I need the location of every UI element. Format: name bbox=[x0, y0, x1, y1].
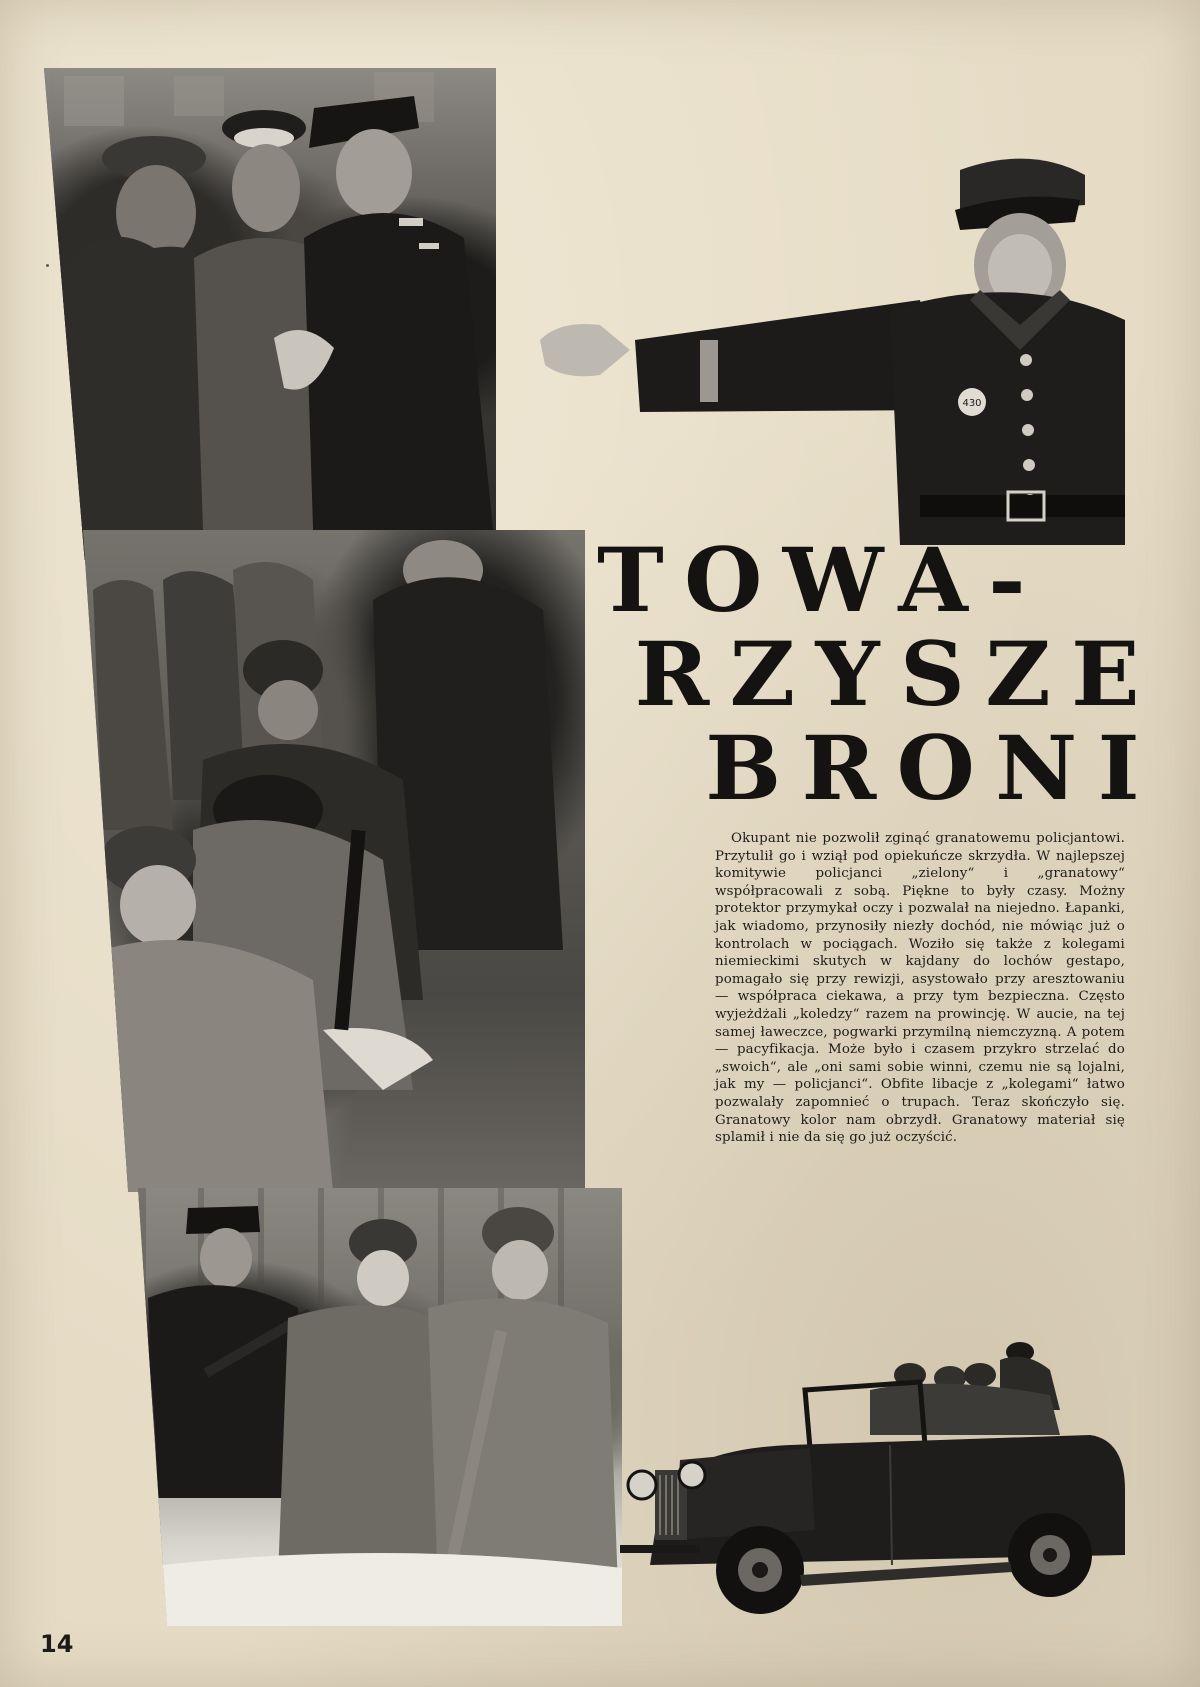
photo-kneeling-soldiers bbox=[138, 1188, 622, 1626]
photo-figures bbox=[138, 1188, 622, 1626]
photo-traffic-policeman bbox=[540, 150, 1125, 545]
paper-speck bbox=[46, 264, 49, 267]
photo-soldiers-seated bbox=[83, 530, 585, 1192]
photo-officers-checking-papers bbox=[44, 68, 496, 560]
photo-figures bbox=[44, 68, 496, 560]
badge-number: 430 bbox=[962, 398, 982, 409]
page-number: 14 bbox=[40, 1630, 74, 1658]
policeman-figure bbox=[540, 150, 1125, 545]
photo-figures bbox=[83, 530, 585, 1192]
headline-line-3: BRONI bbox=[705, 716, 1160, 820]
headline bbox=[596, 528, 1160, 820]
headline-line-2: RZYSZE bbox=[634, 622, 1160, 726]
headline-line-1: TOWA- bbox=[596, 528, 1046, 632]
car-figure bbox=[620, 1330, 1140, 1630]
photo-car-with-soldiers bbox=[620, 1330, 1140, 1630]
article-body: Okupant nie pozwolił zginąć granatowemu policjantowi. Przytulił go i wziął pod opiekuńcze skrzydła. W najlepszej komitywie policjanci „zielony“ i „granatowy“ współpracowali z sobą. Piękne to były czasy. Możny protektor przymykał oczy i pozwalał na niejedno. Łapanki, jak wiadomo, przynosiły niezły dochód, nie mówiąc już o kontrolach w pociągach. Woziło się także z kolegami niemieckimi skutych w kajdany do lochów gestapo, pomagało się przy rewizji, asystowało przy aresztowaniu — współpraca ciekawa, a przy tym bezpieczna. Często wyjeżdżali „koledzy“ razem na prowincję. W aucie, na tej samej ławeczce, pogwarki przymilną niemczyzną. A potem — pacyfikacja. Może było i czasem przykro strzelać do „swoich“, ale „oni sami sobie winni, czemu nie są lojalni, jak my — policjanci“. Obfite libacje z „kolegami“ łatwo pozwalały zapomnieć o trupach. Teraz skończyło się. Granatowy kolor nam obrzydł. Granatowy materiał się splamił i nie da się go już oczyścić. bbox=[715, 831, 1125, 1146]
